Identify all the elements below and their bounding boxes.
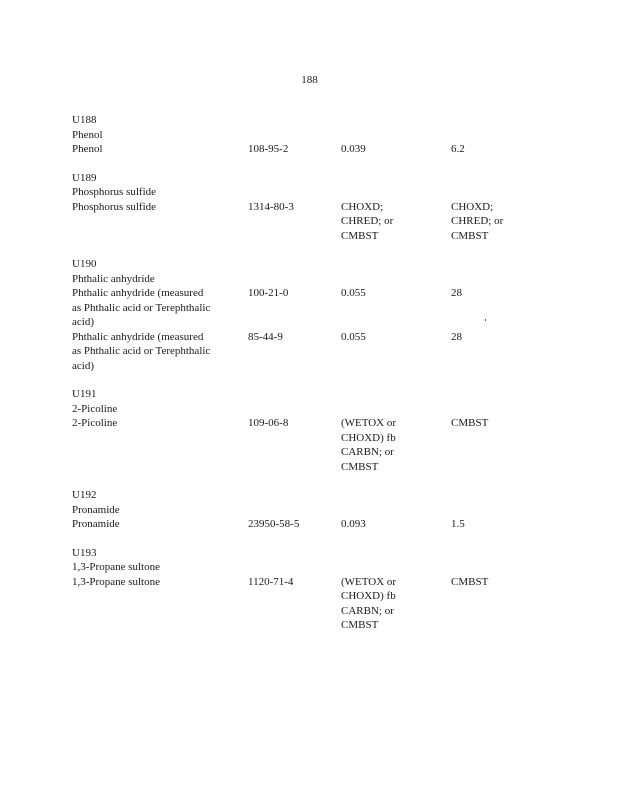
constituent-name: Phenol <box>72 143 103 155</box>
waste-title: 2-Picoline <box>72 402 118 415</box>
waste-code: U188 <box>72 114 97 126</box>
wastewater-standard: (WETOX or CHOXD) fb CARBN; or CMBST <box>341 575 397 631</box>
waste-code: U190 <box>72 258 97 270</box>
waste-code: U191 <box>72 388 97 400</box>
waste-entry-u192 <box>72 488 552 532</box>
wastewater-standard: 0.039 <box>341 143 366 155</box>
constituent-row <box>72 330 552 374</box>
scan-speck <box>485 319 486 321</box>
constituent-row <box>72 200 552 244</box>
nonwastewater-standard: 6.2 <box>451 143 465 155</box>
constituent-name: Pronamide <box>72 518 120 530</box>
waste-code: U192 <box>72 489 97 501</box>
wastewater-standard: 0.055 <box>341 330 366 343</box>
waste-code: U189 <box>72 171 97 184</box>
cas-number: 1314-80-3 <box>248 200 294 213</box>
waste-entry-u193 <box>72 546 552 633</box>
wastewater-standard: CHOXD; CHRED; or CMBST <box>341 200 394 242</box>
constituent-row <box>72 142 552 157</box>
nonwastewater-standard: 1.5 <box>451 518 465 530</box>
constituent-row <box>72 286 552 330</box>
waste-entry-u188 <box>72 113 552 157</box>
nonwastewater-standard: CHOXD; CHRED; or CMBST <box>451 200 504 242</box>
waste-title: Phthalic anhydride <box>72 272 155 285</box>
cas-number: 85-44-9 <box>248 330 283 343</box>
waste-entry-u191 <box>72 387 552 474</box>
constituent-name: Phosphorus sulfide <box>72 200 157 213</box>
waste-code: U193 <box>72 546 97 559</box>
waste-title: Phosphorus sulfide <box>72 186 157 198</box>
wastewater-standard: 0.093 <box>341 518 366 530</box>
constituent-row <box>72 517 552 532</box>
page-number: 188 <box>301 74 318 86</box>
cas-number: 100-21-0 <box>248 287 289 299</box>
constituent-name: Phthalic anhydride (measured as Phthalic acid or Terephthalic acid) <box>72 330 211 372</box>
cas-number: 108-95-2 <box>248 143 289 155</box>
cas-number: 109-06-8 <box>248 417 289 429</box>
nonwastewater-standard: 28 <box>451 287 462 299</box>
waste-title: Pronamide <box>72 503 120 516</box>
nonwastewater-standard: CMBST <box>451 575 489 588</box>
nonwastewater-standard: CMBST <box>451 417 489 429</box>
constituent-name: Phthalic anhydride (measured as Phthalic acid or Terephthalic acid) <box>72 287 211 328</box>
waste-title: Phenol <box>72 128 103 141</box>
waste-entry-u189 <box>72 171 552 244</box>
cas-number: 23950-58-5 <box>248 518 300 530</box>
wastewater-standard: (WETOX or CHOXD) fb CARBN; or CMBST <box>341 417 397 473</box>
nonwastewater-standard: 28 <box>451 330 462 343</box>
waste-title: 1,3-Propane sultone <box>72 561 160 573</box>
waste-entry-u190 <box>72 257 552 373</box>
cas-number: 1120-71-4 <box>248 575 294 588</box>
constituent-name: 1,3-Propane sultone <box>72 575 160 588</box>
constituent-row <box>72 575 552 633</box>
wastewater-standard: 0.055 <box>341 287 366 299</box>
constituent-row <box>72 416 552 474</box>
constituent-name: 2-Picoline <box>72 417 118 429</box>
waste-entries <box>72 113 552 647</box>
